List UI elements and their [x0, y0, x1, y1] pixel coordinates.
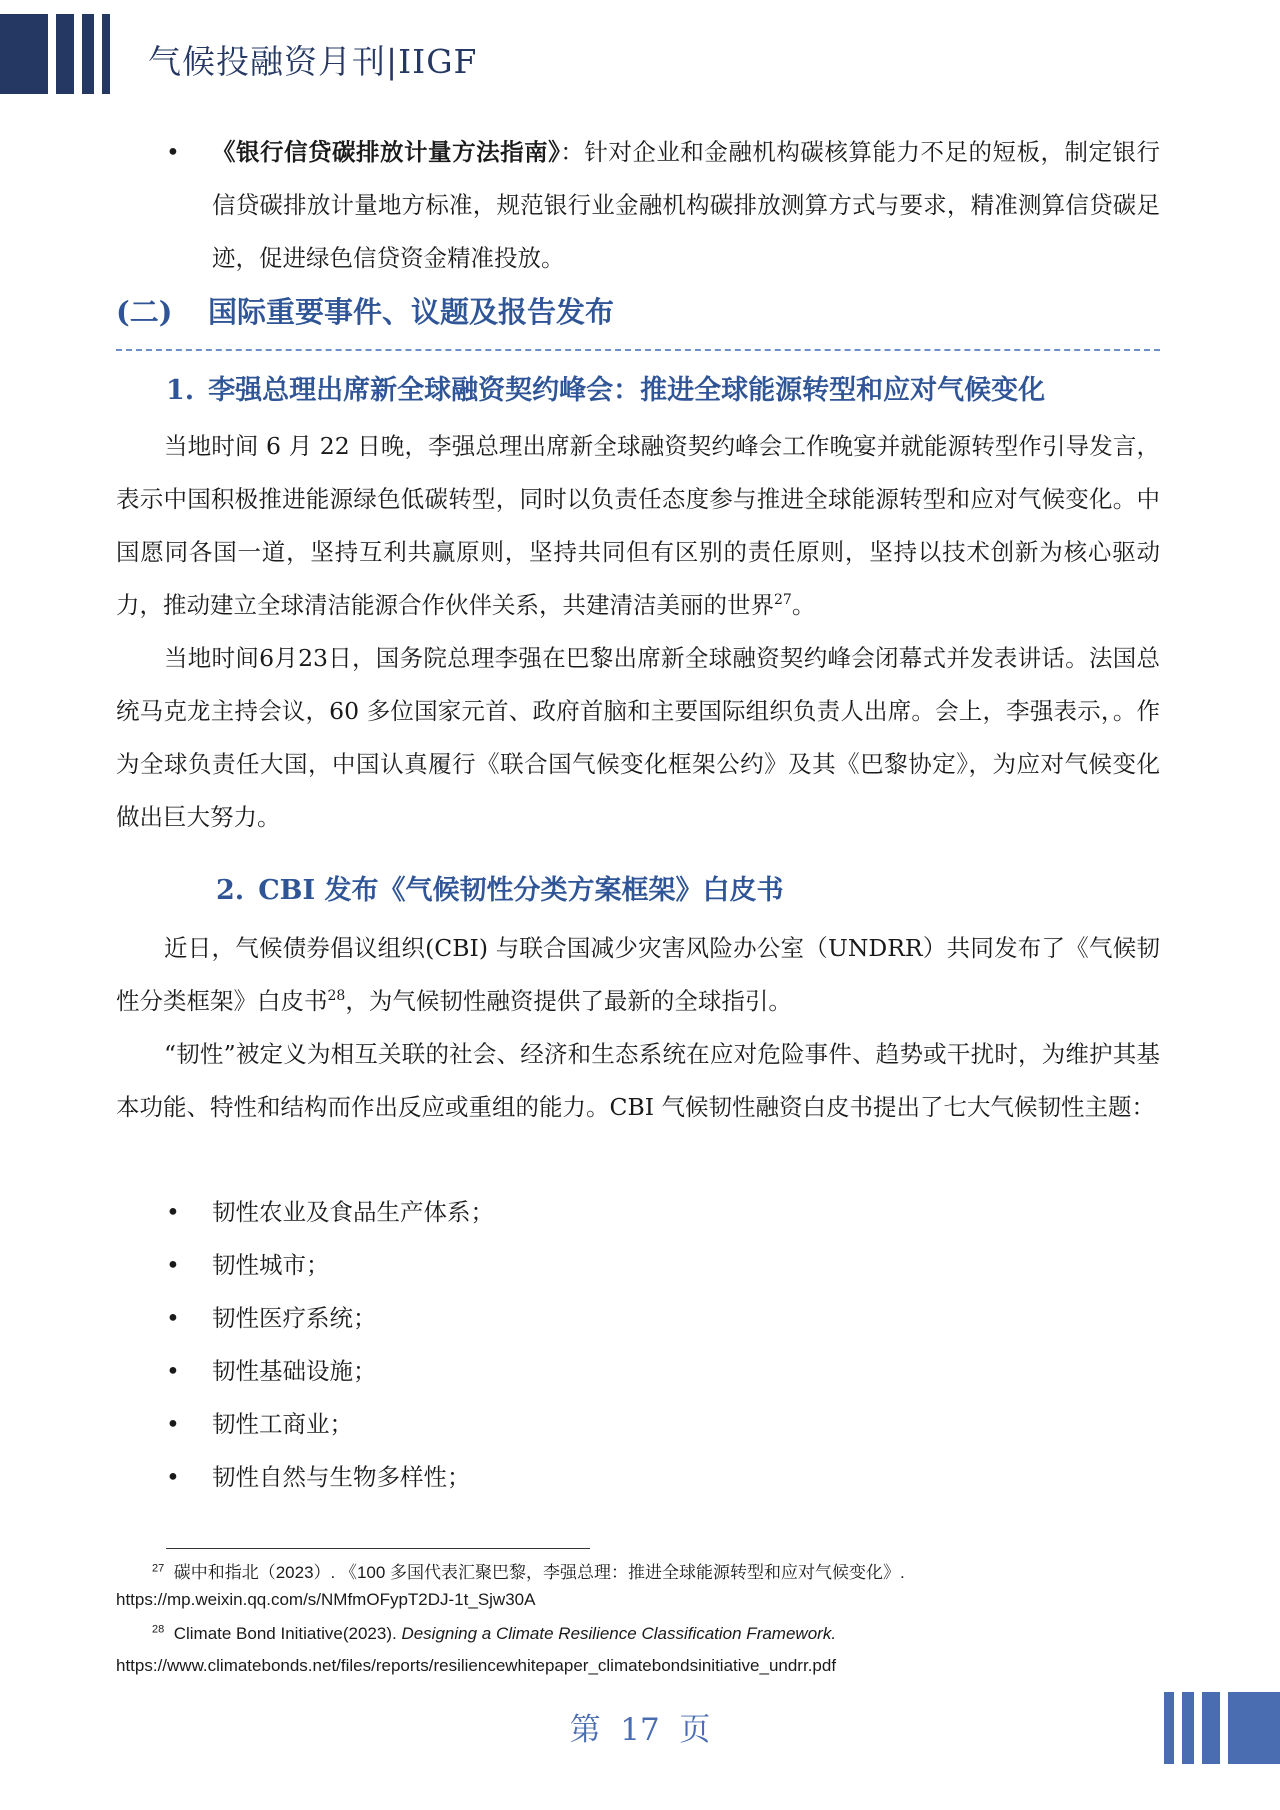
header-title: 气候投融资月刊|IIGF	[148, 42, 478, 81]
subsection-title: 李强总理出席新全球融资契约峰会：推进全球能源转型和应对气候变化	[208, 375, 1046, 406]
bullet-dot-icon: •	[166, 1463, 180, 1491]
list-item	[116, 1398, 1160, 1451]
footnote-number: 27	[152, 1562, 165, 1575]
paragraph-end: 。	[791, 591, 816, 619]
bullet-dot-icon: •	[166, 1198, 180, 1226]
bullet-dot-icon: •	[166, 1304, 180, 1332]
footnote-number: 28	[152, 1623, 165, 1636]
footnote-28-url[interactable]: https://www.climatebonds.net/files/reports/resiliencewhitepaper_climatebondsinitiative_undrr.pdf	[116, 1656, 837, 1675]
list-item-text: 韧性农业及食品生产体系；	[212, 1198, 494, 1226]
list-item	[116, 1451, 1160, 1504]
subsection-heading-2	[216, 868, 784, 907]
list-item-text: 韧性医疗系统；	[212, 1304, 377, 1332]
footnote-text: Climate Bond Initiative(2023).	[173, 1624, 402, 1643]
subsection-number: 1.	[166, 375, 195, 406]
bullet-dot-icon: •	[166, 1410, 180, 1438]
list-item-text: 韧性自然与生物多样性；	[212, 1463, 471, 1491]
list-item	[116, 1292, 1160, 1345]
list-item-text: 韧性基础设施；	[212, 1357, 377, 1385]
section-number: (二)	[116, 295, 173, 329]
footnote-27-url[interactable]: https://mp.weixin.qq.com/s/NMfmOFypT2DJ-1t_Sjw30A	[116, 1590, 536, 1609]
footnote-28	[152, 1624, 1212, 1644]
guide-title: 《银行信贷碳排放计量方法指南》	[212, 138, 561, 166]
header-decoration-bars	[0, 14, 120, 94]
footnote-27	[152, 1558, 1212, 1583]
page-number: 第 17 页	[569, 1712, 711, 1748]
list-item	[116, 126, 1160, 285]
footer-decoration-bars	[1164, 1692, 1280, 1764]
paragraph-end: ，为气候韧性融资提供了最新的全球指引。	[345, 987, 792, 1015]
paragraph: “韧性”被定义为相互关联的社会、经济和生态系统在应对危险事件、趋势或干扰时，为维护其基本功能、特性和结构而作出反应或重组的能力。CBI 气候韧性融资白皮书提出了七大气候韧性主题：	[116, 1040, 1160, 1121]
bullet-dot-icon: •	[166, 1357, 180, 1385]
subsection-heading-1	[166, 368, 1045, 407]
section-divider	[116, 349, 1160, 351]
footnote-text: 碳中和指北（2023）. 《100 多国代表汇聚巴黎，李强总理：推进全球能源转型和应对气候变化》.	[173, 1563, 905, 1582]
footnote-ref[interactable]: 27	[774, 592, 792, 609]
paragraph-text: 近日，气候债券倡议组织(CBI) 与联合国减少灾害风险办公室（UNDRR）共同发布了《气候韧性分类框架》白皮书	[116, 934, 1160, 1015]
bullet-dot-icon: •	[166, 1251, 180, 1279]
footnote-title: Designing a Climate Resilience Classification Framework.	[401, 1624, 837, 1643]
paragraph-text: 当地时间 6 月 22 日晚，李强总理出席新全球融资契约峰会工作晚宴并就能源转型作引导发言，表示中国积极推进能源绿色低碳转型，同时以负责任态度参与推进全球能源转型和应对气候变化。中国愿同各国一道，坚持互利共赢原则，坚持共同但有区别的责任原则，坚持以技术创新为核心驱动力，推动建立全球清洁能源合作伙伴关系，共建清洁美丽的世界	[116, 432, 1160, 619]
footnote-divider	[166, 1548, 590, 1549]
paragraph	[116, 420, 1160, 632]
footnote-ref[interactable]: 28	[327, 988, 346, 1005]
list-item-text: 韧性城市；	[212, 1251, 330, 1279]
paragraph	[116, 922, 1160, 1028]
guide-description: ：针对企业和金融机构碳核算能力不足的短板，制定银行信贷碳排放计量地方标准，规范银行业金融机构碳排放测算方式与要求，精准测算信贷碳足迹，促进绿色信贷资金精准投放。	[212, 138, 1161, 272]
list-item	[116, 1186, 1160, 1239]
paragraph: 当地时间6月23日，国务院总理李强在巴黎出席新全球融资契约峰会闭幕式并发表讲话。法国总统马克龙主持会议，60 多位国家元首、政府首脑和主要国际组织负责人出席。会上，李强表示，。作为全球负责任大国，中国认真履行《联合国气候变化框架公约》及其《巴黎协定》，为应对气候变化做出巨大努力。	[116, 644, 1160, 831]
subsection-number: 2.	[216, 875, 245, 906]
subsection-title: CBI 发布《气候韧性分类方案框架》白皮书	[258, 875, 784, 906]
list-item	[116, 1345, 1160, 1398]
list-item-text: 韧性工商业；	[212, 1410, 353, 1438]
list-item	[116, 1239, 1160, 1292]
bullet-dot-icon: •	[166, 138, 180, 166]
section-title: 国际重要事件、议题及报告发布	[208, 295, 615, 329]
section-heading	[116, 290, 614, 331]
